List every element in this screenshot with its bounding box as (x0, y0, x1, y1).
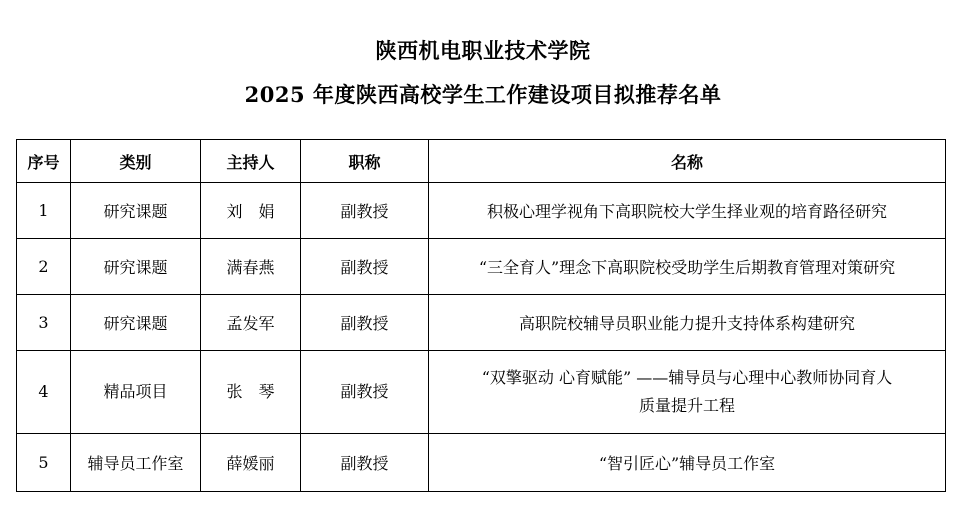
table-row (17, 351, 946, 434)
cell-project-name (429, 351, 946, 434)
cell-category: 研究课题 (71, 183, 201, 239)
cell-category: 精品项目 (71, 351, 201, 434)
cell-title: 副教授 (301, 295, 429, 351)
cell-title: 副教授 (301, 183, 429, 239)
cell-seq: 3 (17, 295, 71, 351)
table-row (17, 239, 946, 295)
cell-seq: 1 (17, 183, 71, 239)
header-category: 类别 (71, 140, 201, 183)
cell-host: 孟发军 (201, 295, 301, 351)
cell-host: 刘 娟 (201, 183, 301, 239)
project-name-line-1: “双擎驱动 心育赋能” ——辅导员与心理中心教师协同育人 (481, 368, 893, 387)
cell-seq: 2 (17, 239, 71, 295)
document-subtitle: 2025 年度陕西高校学生工作建设项目拟推荐名单 (244, 82, 722, 107)
recommendation-table (16, 139, 946, 492)
cell-title: 副教授 (301, 351, 429, 434)
cell-host: 薛媛丽 (201, 434, 301, 492)
cell-title: 副教授 (301, 434, 429, 492)
cell-project-name: 高职院校辅导员职业能力提升支持体系构建研究 (429, 295, 946, 351)
table-row (17, 183, 946, 239)
header-seq: 序号 (17, 140, 71, 183)
cell-project-name: 积极心理学视角下高职院校大学生择业观的培育路径研究 (429, 183, 946, 239)
header-title: 职称 (301, 140, 429, 183)
table-row (17, 295, 946, 351)
cell-title: 副教授 (301, 239, 429, 295)
cell-category: 研究课题 (71, 239, 201, 295)
cell-seq: 5 (17, 434, 71, 492)
header-name: 名称 (429, 140, 946, 183)
header-host: 主持人 (201, 140, 301, 183)
cell-seq: 4 (17, 351, 71, 434)
cell-project-name: “三全育人”理念下高职院校受助学生后期教育管理对策研究 (429, 239, 946, 295)
cell-host: 满春燕 (201, 239, 301, 295)
cell-host: 张 琴 (201, 351, 301, 434)
table-header-row (17, 140, 946, 183)
cell-project-name: “智引匠心”辅导员工作室 (429, 434, 946, 492)
table-row (17, 434, 946, 492)
cell-category: 研究课题 (71, 295, 201, 351)
cell-category: 辅导员工作室 (71, 434, 201, 492)
document-title: 陕西机电职业技术学院 (375, 38, 591, 63)
project-name-line-2: 质量提升工程 (638, 396, 735, 415)
